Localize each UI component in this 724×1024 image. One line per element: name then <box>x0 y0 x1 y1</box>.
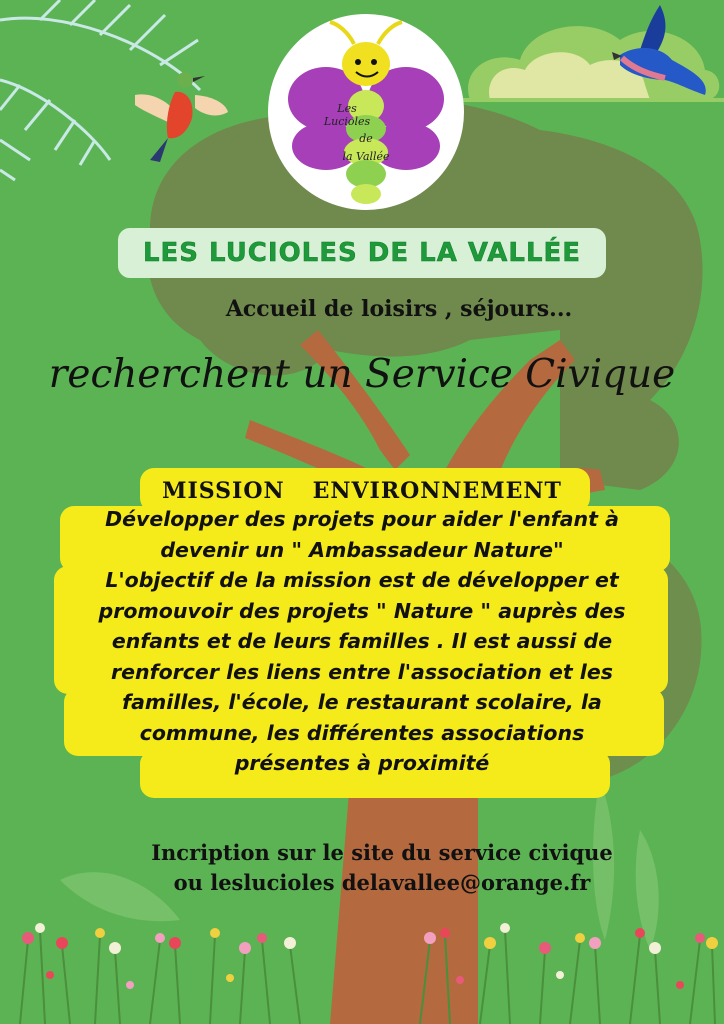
logo-text-line1: Les Lucioles <box>323 102 371 128</box>
leaf-icon <box>0 0 200 180</box>
mission-line: Développer des projets pour aider l'enfant à <box>105 507 619 531</box>
mission-line: présentes à proximité <box>234 751 490 775</box>
title-banner <box>118 228 606 278</box>
mission-heading-part2: ENVIRONNEMENT <box>312 478 562 504</box>
inscription-line1: Incription sur le site du service civique <box>151 840 613 865</box>
cloud-icon <box>440 26 724 102</box>
subtitle: Accueil de loisirs , séjours... <box>225 296 573 322</box>
mission-heading <box>0 478 724 504</box>
mission-line: commune, les différentes associations <box>139 720 585 745</box>
mission-heading-part1: MISSION <box>162 478 285 504</box>
mission-line: renforcer les liens entre l'association et les <box>111 659 613 684</box>
mission-line: familles, l'école, le restaurant scolaire, la <box>122 690 602 714</box>
mission-line: enfants et de leurs familles . Il est aussi de <box>111 629 613 653</box>
logo-text-line3: la Vallée <box>342 150 390 163</box>
inscription-email[interactable]: ou leslucioles delavallee@orange.fr <box>173 870 591 895</box>
mission-description <box>52 504 672 779</box>
headline: recherchent un Service Civique <box>48 352 676 397</box>
mission-line: L'objectif de la mission est de développer et <box>105 568 619 592</box>
logo-text-line2: de <box>359 132 373 145</box>
inscription-info <box>0 838 724 898</box>
mission-line: devenir un " Ambassadeur Nature" <box>160 537 564 562</box>
mission-line: promouvoir des projets " Nature " auprès des <box>98 598 626 623</box>
page-title: LES LUCIOLES DE LA VALLÉE <box>142 238 582 268</box>
logo <box>268 14 464 210</box>
